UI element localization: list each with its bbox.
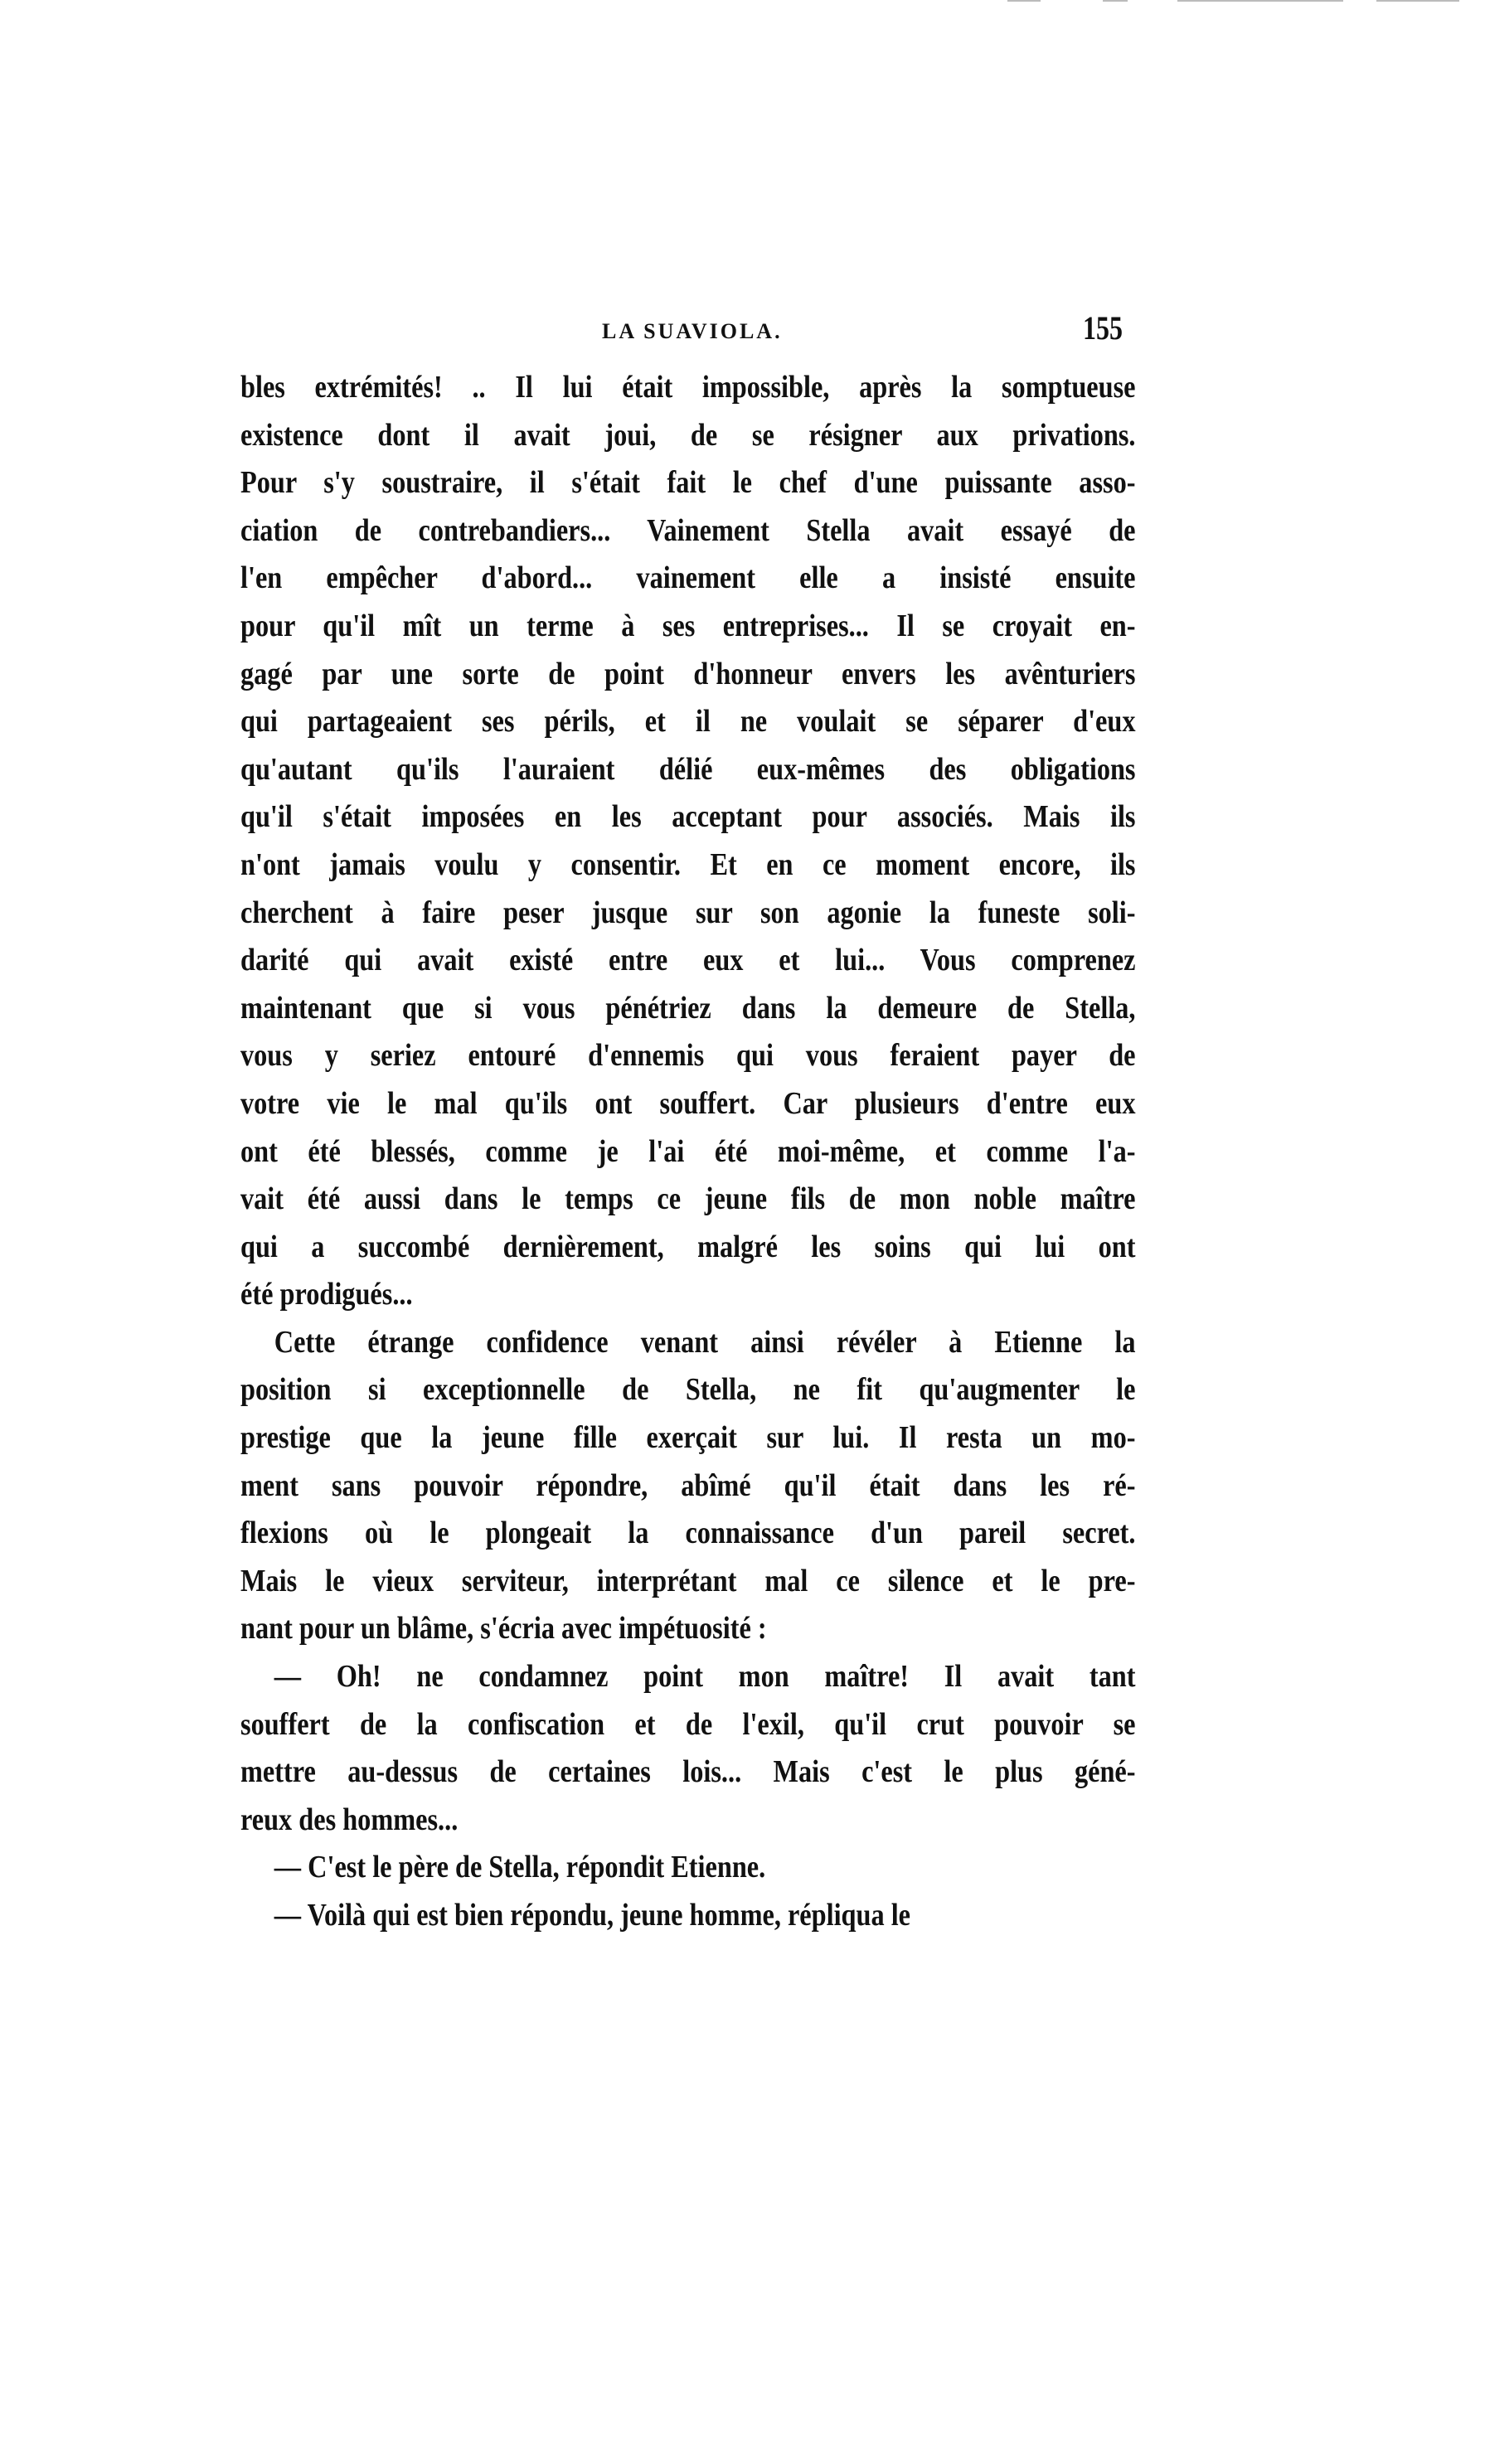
text-line: qu'il s'était imposées en les acceptant pour associés. Mais ils (240, 799, 1136, 835)
text-line: l'en empêcher d'abord... vainement elle a insisté ensuite (240, 560, 1136, 596)
text-line: nant pour un blâme, s'écria avec impétuosité : (240, 1611, 767, 1647)
text-line: Mais le vieux serviteur, interprétant mal ce silence et le pre- (240, 1563, 1136, 1598)
text-line: Cette étrange confidence venant ainsi révéler à Etienne la (274, 1324, 1136, 1360)
text-line: ciation de contrebandiers... Vainement Stella avait essayé de (240, 512, 1136, 548)
text-line: cherchent à faire peser jusque sur son agonie la funeste soli- (240, 895, 1136, 930)
text-line: vous y seriez entouré d'ennemis qui vous feraient payer de (240, 1038, 1136, 1074)
text-line: qui partageaient ses périls, et il ne voulait se séparer d'eux (240, 704, 1136, 740)
text-line: position si exceptionnelle de Stella, ne fit qu'augmenter le (240, 1372, 1136, 1408)
text-line: qu'autant qu'ils l'auraient délié eux-mêmes des obligations (240, 751, 1136, 787)
text-line: ment sans pouvoir répondre, abîmé qu'il était dans les ré- (240, 1467, 1136, 1503)
text-line: votre vie le mal qu'ils ont souffert. Car plusieurs d'entre eux (240, 1085, 1136, 1121)
text-line: ont été blessés, comme je l'ai été moi-même, et comme l'a- (240, 1133, 1136, 1169)
text-line: n'ont jamais voulu y consentir. Et en ce moment encore, ils (240, 846, 1136, 882)
text-line: flexions où le plongeait la connaissance d'un pareil secret. (240, 1516, 1136, 1551)
text-line: existence dont il avait joui, de se résigner aux privations. (240, 417, 1136, 453)
text-line: été prodigués... (240, 1277, 413, 1312)
scan-edge-mark (1103, 0, 1128, 2)
text-line: darité qui avait existé entre eux et lui... Vous comprenez (240, 943, 1136, 978)
text-line: souffert de la confiscation et de l'exil, qu'il crut pouvoir se (240, 1706, 1136, 1742)
text-line: prestige que la jeune fille exerçait sur lui. Il resta un mo- (240, 1420, 1136, 1456)
text-line: qui a succombé dernièrement, malgré les soins qui lui ont (240, 1229, 1136, 1264)
scan-edge-mark (1376, 0, 1459, 2)
text-line: gagé par une sorte de point d'honneur envers les avênturiers (240, 656, 1136, 691)
scan-edge-mark (1177, 0, 1343, 2)
text-line: — Oh! ne condamnez point mon maître! Il avait tant (274, 1659, 1136, 1695)
text-line: Pour s'y soustraire, il s'était fait le chef d'une puissante asso- (240, 465, 1136, 501)
page-body-text (240, 364, 1136, 1940)
text-line: pour qu'il mît un terme à ses entreprises... Il se croyait en- (240, 608, 1136, 643)
text-line: vait été aussi dans le temps ce jeune fils de mon noble maître (240, 1181, 1136, 1217)
running-title: LA SUAVIOLA. (602, 319, 783, 343)
scan-edge-mark (1007, 0, 1041, 2)
text-line: maintenant que si vous pénétriez dans la demeure de Stella, (240, 990, 1136, 1026)
text-line: — C'est le père de Stella, répondit Etienne. (274, 1850, 766, 1885)
text-line: reux des hommes... (240, 1802, 459, 1837)
text-line: — Voilà qui est bien répondu, jeune homme, répliqua le (274, 1898, 911, 1933)
page-number: 155 (1083, 309, 1123, 347)
text-line: mettre au-dessus de certaines lois... Mais c'est le plus géné- (240, 1754, 1136, 1790)
text-line: bles extrémités! .. Il lui était impossible, après la somptueuse (240, 370, 1136, 405)
